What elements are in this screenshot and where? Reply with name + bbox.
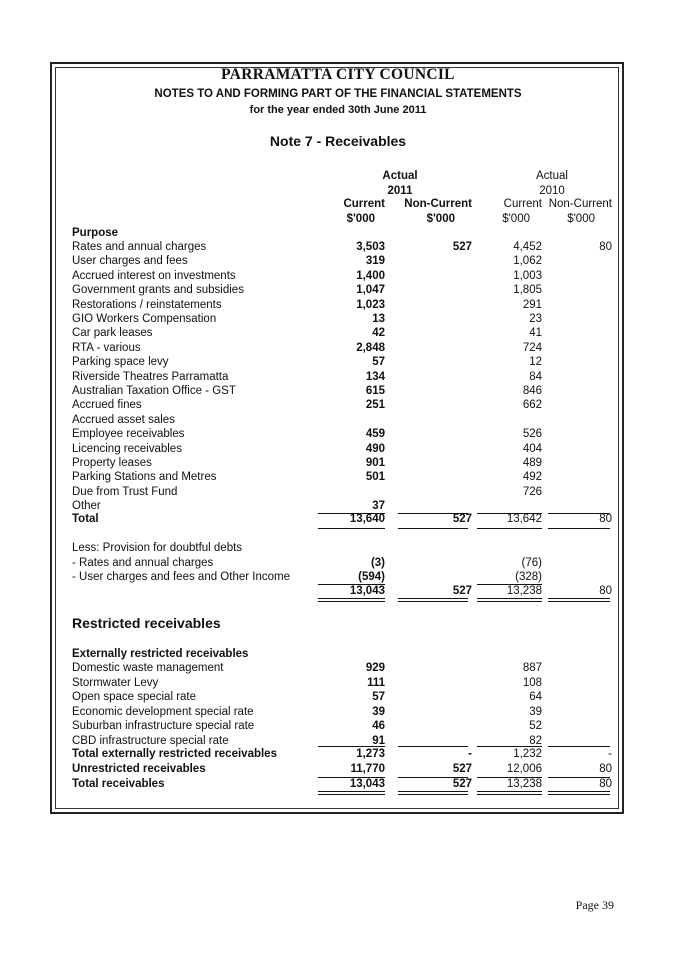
table-row — [72, 341, 612, 355]
double-rule — [398, 598, 468, 602]
row-value-c11: 111 — [367, 676, 385, 689]
total-receivables-row: Total receivables 13,043 527 13,238 80 — [72, 778, 612, 790]
row-value-c11: 46 — [372, 720, 385, 733]
col-actual-2010: Actual — [536, 170, 568, 182]
total-row: Total 13,640 527 13,642 80 — [72, 513, 612, 525]
row-value-c10: 492 — [522, 471, 542, 484]
row-value-c11: 134 — [365, 370, 385, 383]
col-current-2011: Current — [343, 198, 385, 210]
double-rule — [318, 791, 385, 795]
double-rule — [398, 791, 468, 795]
row-value-c10: 39 — [529, 705, 542, 718]
col-unit-n10: $'000 — [567, 213, 595, 225]
rule — [477, 528, 542, 529]
table-row — [72, 254, 612, 268]
row-value-c11: 615 — [365, 385, 385, 397]
row-value-c11: 42 — [372, 327, 385, 340]
table-row — [72, 355, 612, 369]
row-value-c10: 41 — [529, 327, 542, 340]
row-label: CBD infrastructure special rate — [72, 735, 229, 747]
table-row — [72, 427, 612, 441]
row-label: Open space special rate — [72, 691, 197, 704]
row-label: Accrued fines — [72, 399, 142, 412]
col-noncurrent-2010: Non-Current — [548, 198, 612, 210]
org-title: PARRAMATTA CITY COUNCIL — [221, 66, 455, 83]
table-row — [72, 719, 612, 733]
row-value-c11: 13 — [372, 313, 385, 325]
table-row — [72, 298, 612, 312]
double-rule — [548, 791, 610, 795]
row-label: RTA - various — [72, 341, 141, 354]
table-row — [72, 485, 612, 499]
table-row — [72, 413, 612, 427]
row-label: GIO Workers Compensation — [72, 313, 217, 325]
row-value-c10: 887 — [522, 662, 542, 674]
row-value-c11: 57 — [372, 691, 385, 704]
row-value-c11: 1,023 — [356, 298, 385, 311]
row-value-c11: 490 — [365, 442, 385, 455]
row-value-c10: 4,452 — [513, 241, 542, 253]
row-label: Licencing receivables — [72, 442, 182, 455]
row-value-c11: 1,047 — [356, 284, 385, 297]
double-rule — [318, 598, 385, 602]
provision-heading: Less: Provision for doubtful debts — [72, 542, 243, 554]
row-label: Property leases — [72, 457, 152, 469]
row-value-c10: 64 — [529, 691, 542, 704]
row-value-c11: 501 — [365, 471, 385, 484]
double-rule — [477, 598, 542, 602]
table-row — [72, 690, 612, 704]
provision-row: - Rates and annual charges (3) (76) — [72, 557, 542, 569]
col-noncurrent-2011: Non-Current — [404, 198, 472, 210]
row-value-c11: 39 — [372, 705, 385, 718]
row-label: Domestic waste management — [72, 662, 224, 674]
row-label: Other — [72, 500, 101, 513]
row-value-c10: 108 — [522, 676, 542, 689]
row-label: Parking space levy — [72, 356, 169, 369]
table-row — [72, 470, 612, 484]
table-row — [72, 676, 612, 690]
table-row — [72, 705, 612, 719]
row-value-c11: 1,400 — [356, 269, 385, 282]
col-unit-n11: $'000 — [426, 213, 455, 225]
net-row: 13,043 527 13,238 80 — [349, 585, 612, 597]
table-row — [72, 312, 612, 326]
row-value-c11: 929 — [365, 662, 385, 674]
row-label: Riverside Theatres Parramatta — [72, 370, 229, 383]
row-value-c11: 251 — [365, 399, 385, 412]
row-value-c10: 662 — [522, 399, 542, 412]
row-value-c10: 1,003 — [513, 269, 542, 282]
table-row — [72, 456, 612, 470]
col-actual-2011: Actual — [382, 170, 418, 182]
table-row — [72, 442, 612, 456]
row-value-c11: 3,503 — [356, 241, 385, 253]
total-ext-restricted-row: Total externally restricted receivables 1,273 - 1,232 - — [72, 748, 612, 760]
row-label: Suburban infrastructure special rate — [72, 720, 255, 733]
row-value-c10: 724 — [522, 341, 542, 354]
row-value-c10: 84 — [529, 370, 542, 383]
statement-subtitle: NOTES TO AND FORMING PART OF THE FINANCIAL STATEMENTS — [154, 88, 522, 100]
provision-row: - User charges and fees and Other Income (594) (328) — [72, 571, 542, 583]
rule — [548, 528, 610, 529]
col-unit-c10: $'000 — [502, 213, 530, 225]
row-value-c10: 846 — [522, 385, 542, 397]
row-label: Due from Trust Fund — [72, 485, 178, 498]
note-title: Note 7 - Receivables — [269, 133, 407, 149]
col-current-2010: Current — [503, 198, 542, 210]
table-row — [72, 240, 612, 254]
page-number: Page 39 — [575, 898, 614, 912]
rule — [398, 528, 468, 529]
double-rule — [548, 598, 610, 602]
row-label: Car park leases — [72, 327, 153, 340]
restricted-title: Restricted receivables — [72, 615, 221, 631]
row-label: Economic development special rate — [72, 705, 254, 718]
ext-restricted-heading: Externally restricted receivables — [72, 648, 249, 660]
table-row — [72, 398, 612, 412]
row-label: Employee receivables — [72, 428, 185, 441]
table-row — [72, 326, 612, 340]
row-value-c11: 37 — [372, 500, 385, 513]
row-value-c10: 82 — [529, 735, 542, 747]
row-label: User charges and fees — [72, 255, 188, 268]
row-label: Government grants and subsidies — [72, 284, 244, 297]
row-label: Restorations / reinstatements — [72, 298, 222, 311]
row-value-c11: 91 — [372, 735, 385, 747]
table-row — [72, 269, 612, 283]
col-year-2011: 2011 — [387, 185, 413, 197]
table-row — [72, 283, 612, 297]
row-value-c10: 12 — [529, 356, 542, 369]
row-value-n10: 80 — [599, 241, 612, 253]
col-unit-c11: $'000 — [346, 213, 375, 225]
purpose-heading: Purpose — [72, 227, 119, 239]
row-label: Australian Taxation Office - GST — [72, 385, 236, 397]
row-label: Accrued interest on investments — [72, 269, 236, 282]
row-label: Accrued asset sales — [72, 413, 175, 426]
row-value-c10: 52 — [529, 720, 542, 733]
col-year-2010: 2010 — [539, 185, 565, 197]
row-value-c10: 726 — [522, 485, 542, 498]
table-row — [72, 661, 612, 675]
row-value-c10: 291 — [522, 298, 542, 311]
row-value-c10: 23 — [529, 313, 542, 325]
row-label: Rates and annual charges — [72, 241, 207, 253]
double-rule — [477, 791, 542, 795]
row-value-n11: 527 — [452, 241, 472, 253]
row-value-c10: 1,805 — [513, 284, 542, 297]
row-value-c11: 901 — [365, 457, 385, 469]
row-value-c10: 489 — [522, 457, 542, 469]
row-value-c10: 404 — [522, 442, 542, 455]
row-value-c11: 57 — [372, 356, 385, 369]
table-row — [72, 370, 612, 384]
row-value-c10: 526 — [522, 428, 542, 441]
table-row — [72, 384, 612, 398]
row-label: Parking Stations and Metres — [72, 471, 217, 484]
rule — [318, 528, 385, 529]
period-line: for the year ended 30th June 2011 — [249, 104, 427, 116]
row-value-c11: 2,848 — [356, 341, 385, 354]
row-value-c11: 319 — [365, 255, 385, 268]
row-value-c10: 1,062 — [513, 255, 542, 268]
unrestricted-row: Unrestricted receivables 11,770 527 12,006 80 — [72, 763, 612, 775]
row-label: Stormwater Levy — [72, 676, 159, 689]
row-value-c11: 459 — [365, 428, 385, 441]
